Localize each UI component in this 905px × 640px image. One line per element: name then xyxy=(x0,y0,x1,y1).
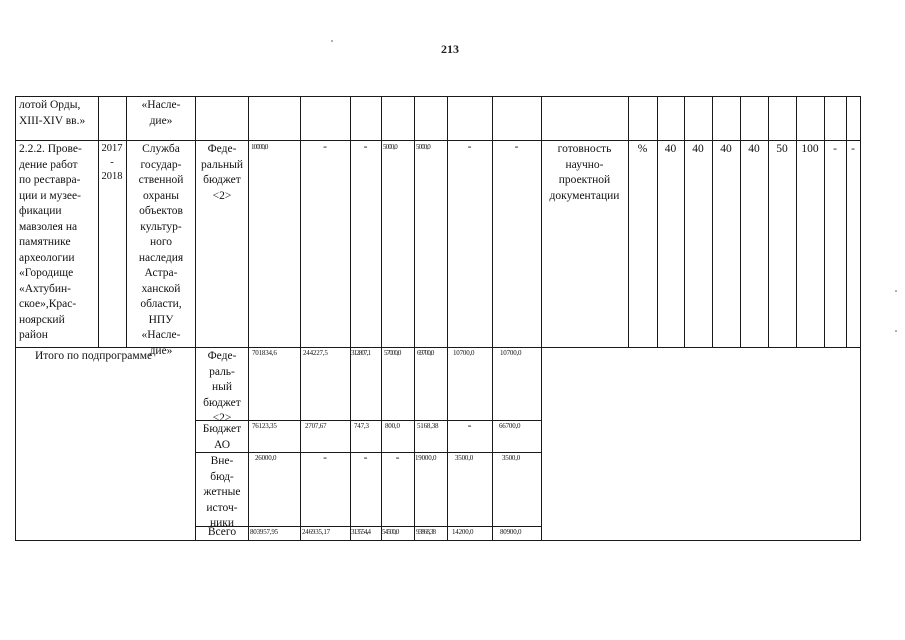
row-222-value-2: 40 xyxy=(692,143,704,155)
scan-speck xyxy=(895,330,897,332)
totals-federal-amount-5: 69700,0 xyxy=(417,349,434,357)
totals-ao-source: Бюджет АО xyxy=(202,423,242,451)
row-222-value-3: 40 xyxy=(720,143,732,155)
col-line-val-2 xyxy=(684,96,685,348)
col-line-val-4 xyxy=(740,96,741,348)
col-line-val-3 xyxy=(712,96,713,348)
totals-offbudget-source: Вне- бюд- жетные источ- ники xyxy=(203,455,241,529)
totals-ao-amount-6: - xyxy=(467,420,472,432)
row-222-value-8: - xyxy=(851,143,855,155)
totals-all-amount-6: 14200,0 xyxy=(452,528,474,536)
col-line-amount-5 xyxy=(414,96,415,541)
totals-federal-amount-2: 244227,5 xyxy=(303,349,328,357)
top-row-name: лотой Орды, XIII-XIV вв.» xyxy=(19,99,86,127)
row-222-value-4: 40 xyxy=(748,143,760,155)
totals-offbudget-amount-3: - xyxy=(363,452,368,464)
row-222-indicator: готовность научно- проектной документации xyxy=(549,143,620,202)
row-222-unit: % xyxy=(637,143,648,155)
totals-federal-amount-6: 10700,0 xyxy=(453,349,475,357)
row-222-executor: Служба государ- ственной охраны объектов культур- ного наследия Астра- ханской области, НПУ «Насле- дие» xyxy=(138,143,184,357)
col-line-val-1 xyxy=(657,96,658,348)
totals-federal-amount-1: 701834,6 xyxy=(252,349,277,357)
totals-federal-source: Феде- раль- ный бюджет <2> xyxy=(203,350,241,424)
totals-offbudget-amount-5: 19000,0 xyxy=(415,454,437,462)
row-222-value-1: 40 xyxy=(664,143,677,155)
totals-ao-amount-1: 76123,35 xyxy=(252,422,277,430)
totals-all-amount-2: 246935,17 xyxy=(302,528,330,536)
col-line-val-8 xyxy=(846,96,847,348)
row-222-amount-4: 5000,0 xyxy=(383,143,397,151)
totals-all-amount-3: 313554,4 xyxy=(351,528,371,536)
row-222-amount-1: 10000,0 xyxy=(251,143,268,151)
totals-all-source: Всего xyxy=(207,526,237,538)
row-222-years: 2017 - 2018 xyxy=(101,143,123,182)
totals-all-amount-5: 93868,38 xyxy=(416,528,436,536)
totals-offbudget-amount-2: - xyxy=(323,452,327,464)
totals-all-amount-7: 80900,0 xyxy=(500,528,522,536)
totals-federal-amount-4: 57000,0 xyxy=(384,349,401,357)
row-222-amount-7: - xyxy=(514,141,519,153)
row-222-amount-6: - xyxy=(467,141,472,153)
totals-ao-amount-2: 2707,67 xyxy=(305,422,327,430)
totals-ao-amount-4: 800,0 xyxy=(385,422,400,430)
totals-offbudget-amount-7: 3500,0 xyxy=(502,454,521,462)
row-222-value-5: 50 xyxy=(776,143,788,155)
col-line-amount-2 xyxy=(300,96,301,541)
col-line-amount-4 xyxy=(381,96,382,541)
row-222-value-7: - xyxy=(833,143,837,155)
row-222-value-6: 100 xyxy=(801,143,819,155)
table-border-right xyxy=(860,96,861,541)
page-number: 213 xyxy=(441,42,459,56)
row-222-source: Феде- ральный бюджет <2> xyxy=(201,143,243,202)
totals-offbudget-amount-4: - xyxy=(395,452,400,464)
totals-all-amount-1: 803957,95 xyxy=(250,528,278,536)
table-border-left xyxy=(15,96,16,541)
top-row-executor: «Насле- дие» xyxy=(141,99,181,127)
table-border-top xyxy=(15,96,861,97)
totals-federal-amount-3: 312807,1 xyxy=(351,349,371,357)
row-222-amount-2: - xyxy=(323,141,327,153)
row-divider-222 xyxy=(15,140,861,141)
col-line-amount-3 xyxy=(350,96,351,541)
col-line-amount-7 xyxy=(492,96,493,541)
totals-federal-amount-7: 10700,0 xyxy=(500,349,522,357)
row-222-amount-5: 5000,0 xyxy=(416,143,430,151)
col-line-amount-1 xyxy=(248,96,249,541)
table-border-bottom xyxy=(15,540,861,541)
totals-ao-amount-5: 5168,38 xyxy=(417,422,439,430)
col-line-years xyxy=(98,96,99,348)
totals-offbudget-amount-6: 3500,0 xyxy=(455,454,474,462)
row-222-name: 2.2.2. Прове- дение работ по реставра- ции и музее- фикации мавзолея на памятнике археологии «Городище «Ахтубин- ское»,Крас- ноярский район xyxy=(19,143,82,341)
col-line-unit xyxy=(628,96,629,348)
scan-speck xyxy=(895,290,897,292)
col-line-val-7 xyxy=(824,96,825,348)
totals-ao-amount-3: 747,3 xyxy=(354,422,369,430)
totals-label: Итого по подпрограмме xyxy=(35,350,153,362)
col-line-val-6 xyxy=(796,96,797,348)
row-222-amount-3: - xyxy=(363,141,368,153)
col-line-val-5 xyxy=(768,96,769,348)
totals-ao-amount-7: 66700,0 xyxy=(499,422,521,430)
scan-speck xyxy=(331,40,333,42)
totals-offbudget-amount-1: 26000,0 xyxy=(255,454,277,462)
totals-all-amount-4: 54500,0 xyxy=(382,528,399,536)
col-line-amount-6 xyxy=(447,96,448,541)
